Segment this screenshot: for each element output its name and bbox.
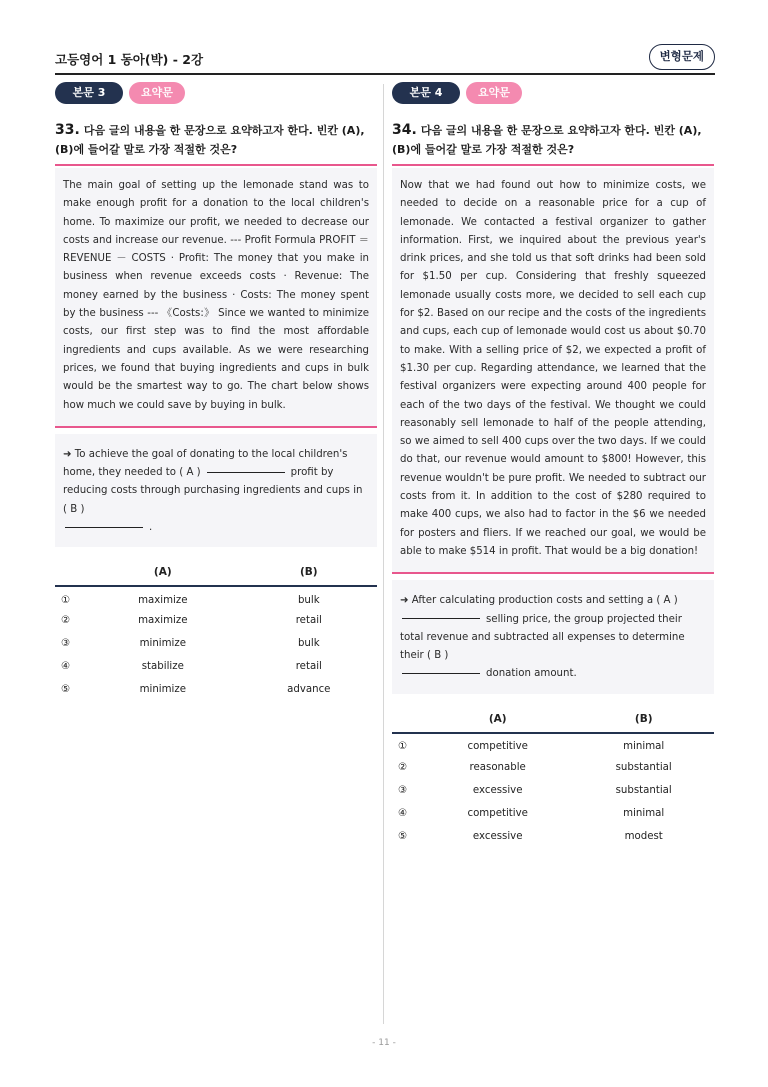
choices-header-row <box>55 559 377 586</box>
choices-header-num <box>392 706 422 733</box>
choices-header-a: (A) <box>422 706 573 733</box>
blank-a <box>207 472 285 473</box>
question-text: 다음 글의 내용을 한 문장으로 요약하고자 한다. 빈칸 (A), (B)에 들어갈 말로 가장 적절한 것은? <box>392 124 702 156</box>
choice-a: competitive <box>467 741 528 753</box>
choice-number: ④ <box>61 661 71 673</box>
choice-row[interactable] <box>392 733 714 756</box>
question-tags <box>392 82 714 106</box>
section-tag: 본문 4 <box>392 82 460 104</box>
passage-text: Now that we had found out how to minimize costs, we needed to decide on a reasonable price for a cup of lemonade. We contacted a festival organizer to gather information. First, we inquired about the previous year's drink prices, and she told us that soft drinks had been sold for $1.50 per cup. Considering that freshly squeezed lemonade usually costs more, we decided to sell each cup for $2. Based on our recipe and the costs of the ingredients and cups, each cup of lemonade would cost us about $0.70 to make. With a selling price of $2, we expected a profit of $1.30 per cup. Regarding attendance, we learned that the festival organizers were expecting around 400 people for each of the two days of the festival. We thought we could reasonably sell lemonade to half of the people attending, so we aimed to sell 400 cups over the two days. If we could do that, our revenue would amount to $800! However, this revenue wouldn't be pure profit. We needed to subtract our costs from it. In addition to the cost of $280 required to make 400 cups, we also had to factor in the $6 we needed for posters and fliers. If we reached our goal, we would be able to make $514 in profit. That would be a big donation! <box>392 168 714 574</box>
question-34-column <box>392 82 714 848</box>
choice-b: modest <box>624 830 663 842</box>
section-tag: 본문 3 <box>55 82 123 104</box>
summary-part-3: . <box>149 522 153 534</box>
choice-number: ① <box>398 741 408 753</box>
question-tags <box>55 82 377 106</box>
question-number: 34. <box>392 122 417 138</box>
question-prompt <box>392 121 714 166</box>
choice-a: reasonable <box>469 761 526 773</box>
question-text: 다음 글의 내용을 한 문장으로 요약하고자 한다. 빈칸 (A), (B)에 들어갈 말로 가장 적절한 것은? <box>55 124 365 156</box>
choice-a: excessive <box>472 830 523 842</box>
choice-b: advance <box>287 684 331 696</box>
type-tag: 요약문 <box>466 82 522 104</box>
page-title: 고등영어 1 동아(박) - 2강 <box>55 52 204 67</box>
choice-a: excessive <box>472 784 523 796</box>
header-rule <box>55 73 715 75</box>
choice-a: maximize <box>138 615 188 627</box>
choice-row[interactable] <box>392 779 714 802</box>
choices-header-num <box>55 559 85 586</box>
summary-part-3: donation amount. <box>486 668 577 680</box>
question-prompt <box>55 121 377 166</box>
choice-row[interactable] <box>392 802 714 825</box>
choice-b: bulk <box>297 594 320 606</box>
choice-number: ⑤ <box>398 830 408 842</box>
blank-a <box>402 618 480 619</box>
summary-box <box>55 434 377 547</box>
choice-b: minimal <box>623 807 665 819</box>
choice-number: ① <box>61 594 71 606</box>
choice-number: ③ <box>398 784 408 796</box>
summary-part-1: ➜ To achieve the goal of donating to the local children's home, they needed to ( A ) <box>63 448 348 479</box>
choices-header-b: (B) <box>573 706 714 733</box>
type-tag: 요약문 <box>129 82 185 104</box>
choice-b: substantial <box>615 761 672 773</box>
choice-row[interactable] <box>55 632 377 655</box>
choice-a: minimize <box>139 684 186 696</box>
choice-row[interactable] <box>55 586 377 609</box>
column-divider <box>383 84 384 1024</box>
choice-row[interactable] <box>55 655 377 678</box>
choice-number: ④ <box>398 807 408 819</box>
question-33-column <box>55 82 377 701</box>
choice-b: substantial <box>615 784 672 796</box>
summary-part-1: ➜ After calculating production costs and setting a ( A ) <box>400 595 678 607</box>
choices-header-b: (B) <box>241 559 377 586</box>
choices-table <box>392 706 714 848</box>
choice-row[interactable] <box>392 756 714 779</box>
page-header <box>55 44 715 74</box>
question-number: 33. <box>55 122 80 138</box>
choice-row[interactable] <box>55 609 377 632</box>
choice-b: minimal <box>623 741 665 753</box>
choice-number: ③ <box>61 638 71 650</box>
choice-row[interactable] <box>55 678 377 701</box>
choice-a: stabilize <box>141 661 184 673</box>
choice-number: ② <box>398 761 408 773</box>
type-badge: 변형문제 <box>649 44 715 70</box>
page-number: - 11 - <box>372 1038 396 1048</box>
blank-b <box>65 527 143 528</box>
choices-header-row <box>392 706 714 733</box>
choice-b: retail <box>295 615 322 627</box>
choice-number: ② <box>61 615 71 627</box>
summary-box <box>392 580 714 693</box>
summary-part-2: selling price, the group projected their total revenue and subtracted all expenses to determine their ( B ) <box>400 613 685 662</box>
choice-a: competitive <box>467 807 528 819</box>
choice-b: bulk <box>297 638 320 650</box>
choice-number: ⑤ <box>61 684 71 696</box>
passage-text: The main goal of setting up the lemonade stand was to make enough profit for a donation to the local children's home. To maximize our profit, we needed to decrease our costs and increase our revenue. --- Profit Formula PROFIT ＝ REVENUE － COSTS · Profit: The money that you make in business when revenue exceeds costs · Revenue: The money earned by the business · Costs: The money spent by the business --- 《Costs:》 Since we wanted to minimize costs, our first step was to find the most affordable ingredients and cups available. As we were researching prices, we found that buying ingredients and cups in bulk would be the smartest way to go. The chart below shows how much we could save by buying in bulk. <box>55 168 377 428</box>
choice-a: maximize <box>138 594 188 606</box>
choice-a: minimize <box>139 638 186 650</box>
choices-table <box>55 559 377 701</box>
choice-b: retail <box>295 661 322 673</box>
blank-b <box>402 673 480 674</box>
summary-part-2: profit by reducing costs through purchasing ingredients and cups in ( B ) <box>63 467 363 515</box>
choice-row[interactable] <box>392 825 714 848</box>
choices-header-a: (A) <box>85 559 241 586</box>
